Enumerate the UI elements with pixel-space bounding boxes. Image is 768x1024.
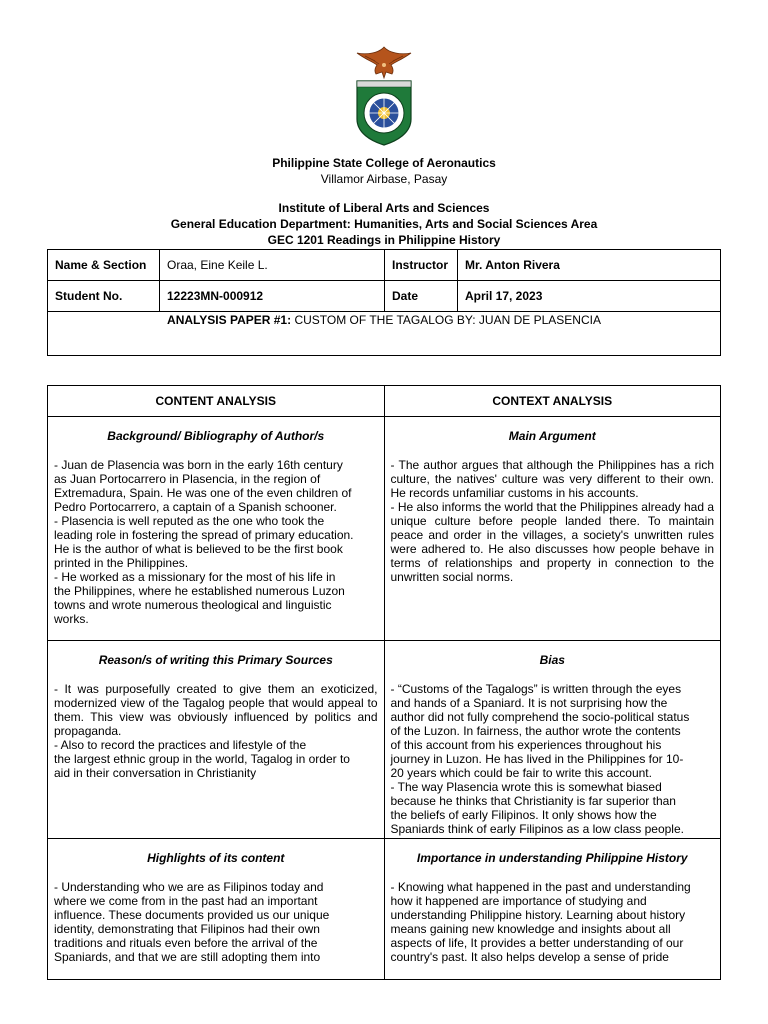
analysis-table xyxy=(47,385,721,980)
highlights-cell xyxy=(48,839,385,980)
background-title: Background/ Bibliography of Author/s xyxy=(107,429,325,443)
name-section-label: Name & Section xyxy=(48,250,160,281)
bias-title: Bias xyxy=(539,653,565,667)
college-name: Philippine State College of Aeronautics xyxy=(272,156,496,170)
background-text: - Juan de Plasencia was born in the early 16th century as Juan Portocarrero in Plasencia, in the region of Extremadura, Spain. He was one of the even children of Pedro Portocarrero, a captain of a Spanish schooner. - Plasencia is well reputed as the one who took the leading role in fostering the spread of primary education. He is the author of what is believed to be the first book printed in the Philippines. - He worked as a missionary for the most of his life in the Philippines, where he established numerous Luzon towns and wrote numerous theological and linguistic works. xyxy=(54,458,354,626)
analysis-paper-title xyxy=(48,312,721,356)
student-info-table xyxy=(47,249,721,356)
instructor-label: Instructor xyxy=(385,250,458,281)
highlights-title: Highlights of its content xyxy=(147,851,285,865)
content-analysis-heading: CONTENT ANALYSIS xyxy=(48,386,385,417)
importance-title: Importance in understanding Philippine History xyxy=(416,851,688,865)
college-seal-logo xyxy=(353,45,415,147)
bias-text: - “Customs of the Tagalogs” is written through the eyes and hands of a Spaniard. It is not surprising how the author did not fully comprehend the socio-political status of the Luzon. In fairness, the author wrote the contents of this account from his experiences throughout his journey in Luzon. He has lived in the Philippines for 10- 20 years which could be fair to write this account. - The way Plasencia wrote this is somewhat biased because he thinks that Christianity is far superior than the beliefs of early Filipinos. It only shows how the Spaniards think of early Filipinos as a low class people. xyxy=(390,682,690,836)
importance-text: - Knowing what happened in the past and understanding how it happened are importance of studying and understanding Philippine history. Learning about history means gaining new knowledge and insights about all aspects of life, It provides a better understanding of our country's past. It also helps develop a sense of pride xyxy=(390,880,691,964)
college-location: Villamor Airbase, Pasay xyxy=(320,172,448,186)
instructor-value: Mr. Anton Rivera xyxy=(458,250,721,281)
background-cell xyxy=(48,417,385,641)
date-value: April 17, 2023 xyxy=(458,281,721,312)
main-argument-cell xyxy=(384,417,721,641)
reasons-cell xyxy=(48,641,385,839)
reasons-title: Reason/s of writing this Primary Sources xyxy=(98,653,333,667)
student-no-label: Student No. xyxy=(48,281,160,312)
name-section-value: Oraa, Eine Keile L. xyxy=(160,250,385,281)
highlights-text: - Understanding who we are as Filipinos today and where we come from in the past had an important influence. These documents provided us our unique identity, demonstrating that Filipinos had their own traditions and rituals even before the arrival of the Spaniards, and that we are still adopting them into xyxy=(54,880,330,964)
paper-value: CUSTOM OF THE TAGALOG BY: JUAN DE PLASENCIA xyxy=(294,313,601,327)
paper-label: ANALYSIS PAPER #1: xyxy=(167,313,292,327)
date-label: Date xyxy=(385,281,458,312)
department-name: General Education Department: Humanities, Arts and Social Sciences Area xyxy=(170,217,598,231)
bias-cell xyxy=(384,641,721,839)
importance-cell xyxy=(384,839,721,980)
institute-name: Institute of Liberal Arts and Sciences xyxy=(278,201,490,215)
context-analysis-heading: CONTEXT ANALYSIS xyxy=(384,386,721,417)
course-name: GEC 1201 Readings in Philippine History xyxy=(267,233,501,247)
main-argument-title: Main Argument xyxy=(508,429,596,443)
reasons-text: - It was purposefully created to give them an exoticized, modernized view of the Tagalog people that would appeal to them. This view was obviously influenced by politics and propaganda. - Also to record the practices and lifestyle of the the largest ethnic group in the world, Tagalog in order to aid in their conversation in Christianity xyxy=(54,682,378,780)
student-no-value: 12223MN-000912 xyxy=(160,281,385,312)
main-argument-text: - The author argues that although the Philippines has a rich culture, the natives' culture was very different to their own. He records unfamiliar customs in his accounts. - He also informs the world that the Philippines already had a unique culture before people landed there. To maintain peace and order in the villages, a society's unwritten rules were adhered to. He also discusses how people behave in terms of relationships and property in connection to the unwritten social norms. xyxy=(390,458,715,584)
